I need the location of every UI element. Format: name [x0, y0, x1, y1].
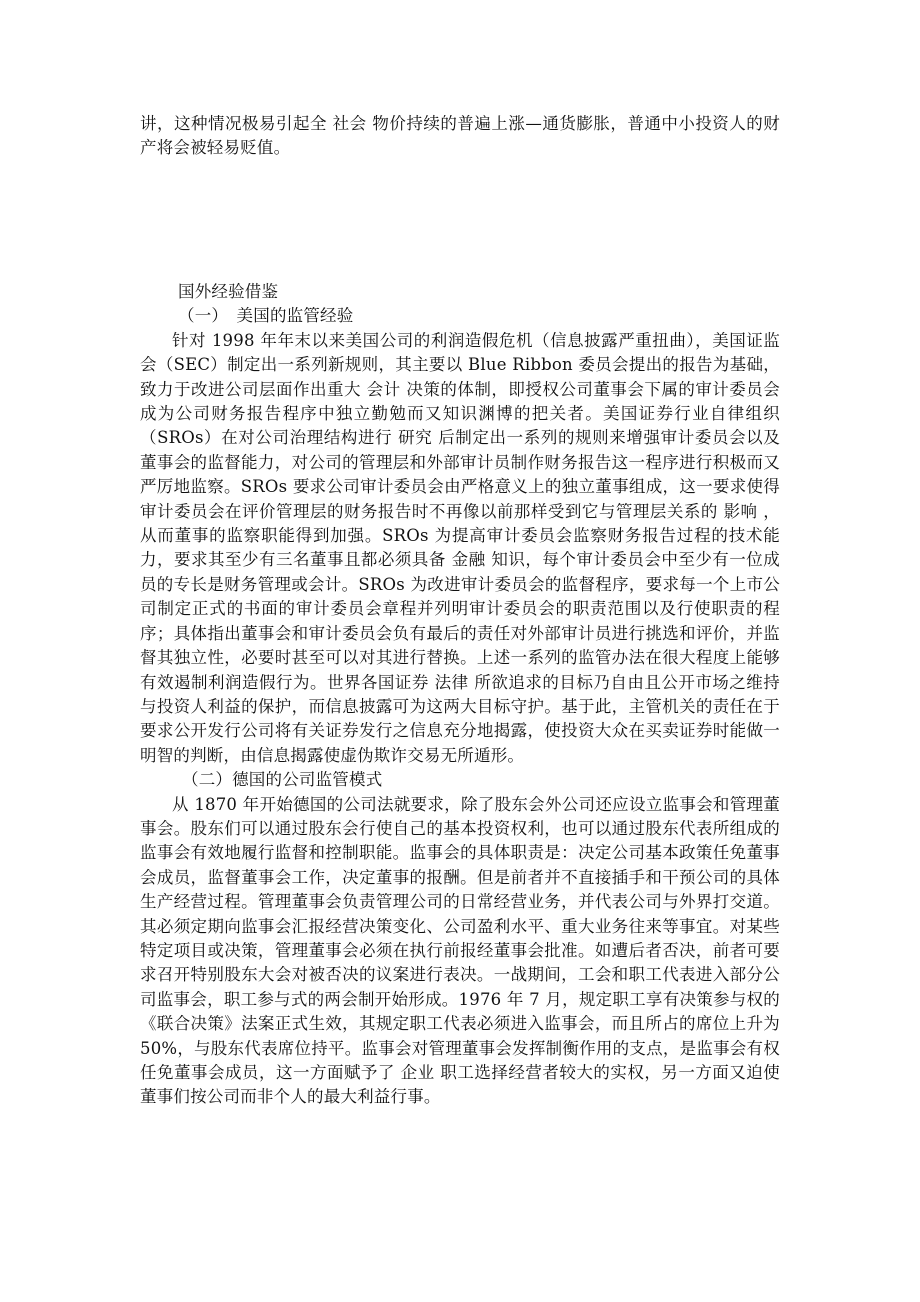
- germany-paragraph: 从 1870 年开始德国的公司法就要求，除了股东会外公司还应设立监事会和管理董事会。股东们可以通过股东会行使自己的基本投资权利，也可以通过股东代表所组成的监事会有效地履行监督和控制职能。监事会的具体职责是：决定公司基本政策任免董事会成员，监督董事会工作，决定董事的报酬。但是前者并不直接插手和干预公司的具体生产经营过程。管理董事会负责管理公司的日常经营业务，并代表公司与外界打交道。其必须定期向监事会汇报经营决策变化、公司盈利水平、重大业务往来等事宜。对某些特定项目或决策，管理董事会必须在执行前报经董事会批准。如遭后者否决，前者可要求召开特别股东大会对被否决的议案进行表决。一战期间，工会和职工代表进入部分公司监事会，职工参与式的两会制开始形成。1976 年 7 月，规定职工享有决策参与权的《联合决策》法案正式生效，其规定职工代表必须进入监事会，而且所占的席位上升为 50%，与股东代表席位持平。监事会对管理董事会发挥制衡作用的支点，是监事会有权任免董事会成员，这一方面赋予了 企业 职工选择经营者较大的实权，另一方面又迫使董事们按公司而非个人的最大利益行事。: [140, 794, 780, 1107]
- section-heading: 国外经验借鉴: [178, 282, 279, 301]
- subsection-heading-germany: （二）德国的公司监管模式: [182, 770, 383, 790]
- main-content: [140, 280, 780, 1110]
- us-paragraph: 针对 1998 年年末以来美国公司的利润造假危机（信息披露严重扭曲），美国证监会（SEC）制定出一系列新规则，其主要以 Blue Ribbon 委员会提出的报告为基础，致力于改进公司层面作出重大 会计 决策的体制，即授权公司董事会下属的审计委员会成为公司财务报告程序中独立勤勉而又知识渊博的把关者。美国证券行业自律组织（SROs）在对公司治理结构进行 研究 后制定出一系列的规则来增强审计委员会以及董事会的监督能力，对公司的管理层和外部审计员制作财务报告这一程序进行积极而又严厉地监察。SROs 要求公司审计委员会由严格意义上的独立董事组成，这一要求使得审计委员会在评价管理层的财务报告时不再像以前那样受到它与管理层关系的 影响 ，从而董事的监察职能得到加强。SROs 为提高审计委员会监察财务报告过程的技术能力，要求其至少有三名董事且都必须具备 金融 知识，每个审计委员会中至少有一位成员的专长是财务管理或会计。SROs 为改进审计委员会的监督程序，要求每一个上市公司制定正式的书面的审计委员会章程并列明审计委员会的职责范围以及行使职责的程序；具体指出董事会和审计委员会负有最后的责任对外部审计员进行挑选和评价，并监督其独立性，必要时甚至可以对其进行替换。上述一系列的监管办法在很大程度上能够有效遏制利润造假行为。世界各国证券 法律 所欲追求的目标乃自由且公开市场之维持与投资人利益的保护，而信息披露可为这两大目标守护。基于此，主管机关的责任在于要求公开发行公司将有关证券发行之信息充分地揭露，使投资大众在买卖证券时能做一明智的判断，由信息揭露使虚伪欺诈交易无所遁形。: [140, 330, 780, 765]
- intro-paragraph: 讲，这种情况极易引起全 社会 物价持续的普遍上涨—通货膨胀，普通中小投资人的财产将会被轻易贬值。: [140, 114, 780, 158]
- subsection-heading-us: （一） 美国的监管经验: [178, 306, 354, 326]
